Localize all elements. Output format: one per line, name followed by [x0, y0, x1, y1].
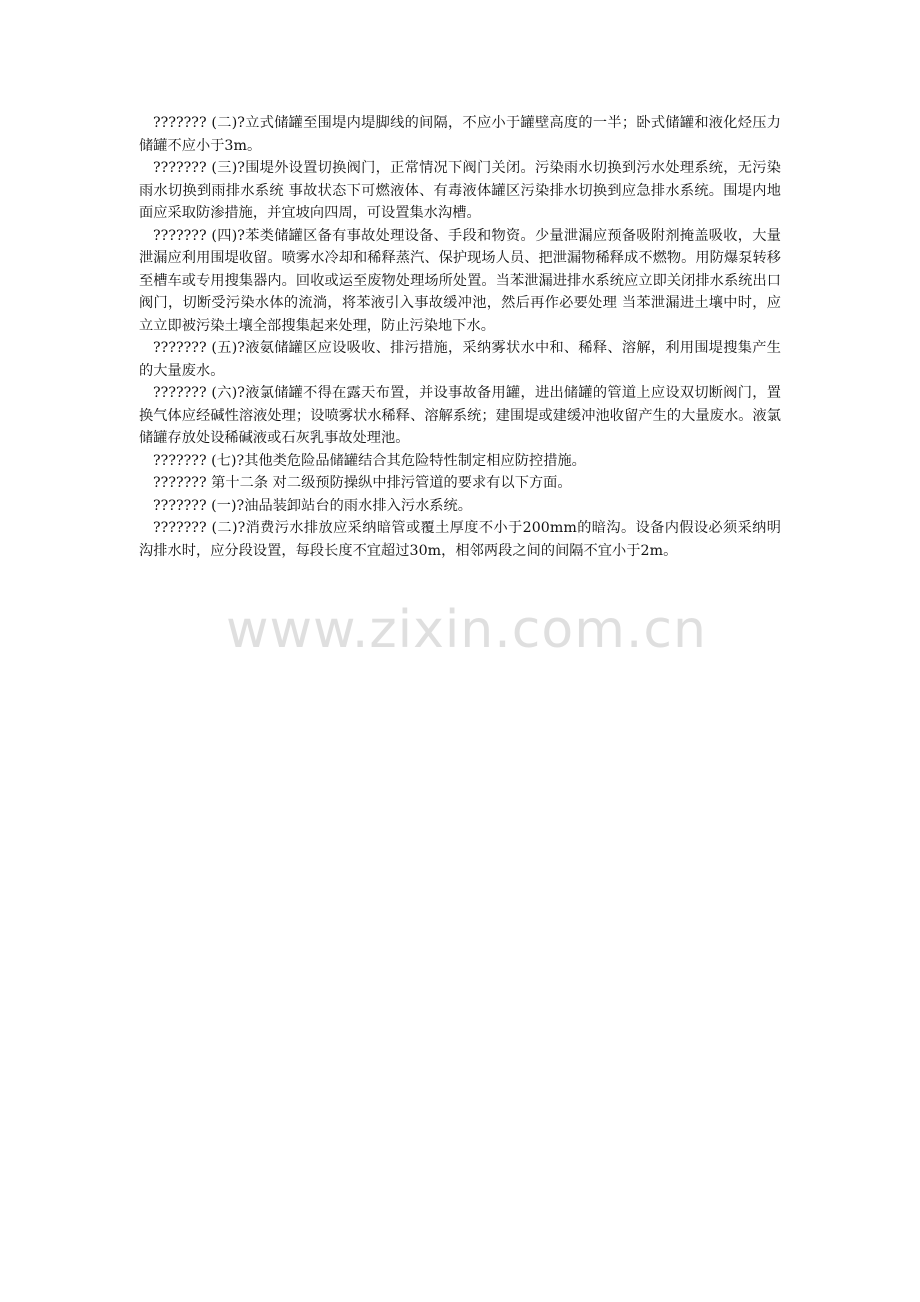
article-12-heading: ??????? 第十二条 对二级预防操纵中排污管道的要求有以下方面。: [153, 475, 572, 491]
paragraph-5: ??????? (五)?液氨储罐区应设吸收、排污措施，采纳雾状水中和、稀释、溶解，利用围堤搜集产生的大量废水。: [139, 340, 781, 379]
site-watermark: www.zixin.com.cn: [226, 600, 707, 660]
paragraph-7: ??????? (七)?其他类危险品储罐结合其危险特性制定相应防控措施。: [153, 452, 586, 469]
paragraph-6: ??????? (六)?液氯储罐不得在露天布置，并设事故备用罐，进出储罐的管道上应设双切断阀门，置换气体应经碱性溶液处理；设喷雾状水稀释、溶解系统；建围堤或建缓冲池收留产生的大量废水。液氯储罐存放处设稀碱液或石灰乳事故处理池。: [139, 385, 781, 446]
document-body: [139, 112, 781, 562]
paragraph-4: ??????? (四)?苯类储罐区备有事故处理设备、手段和物资。少量泄漏应预备吸附剂掩盖吸收，大量泄漏应利用围堤收留。喷雾水冷却和稀释蒸汽、保护现场人员、把泄漏物稀释成不燃物。用防爆泵转移至槽车或专用搜集器内。回收或运至废物处理场所处置。当苯泄漏进排水系统应立即关闭排水系统出口阀门，切断受污染水体的流淌，将苯液引入事故缓冲池，然后再作必要处理 当苯泄漏进土壤中时，应立立即被污染土壤全部搜集起来处理，防止污染地下水。: [139, 227, 781, 334]
paragraph-12-2: ??????? (二)?消费污水排放应采纳暗管或覆土厚度不小于200mm的暗沟。设备内假设必须采纳明沟排水时，应分段设置，每段长度不宜超过30m，相邻两段之间的间隔不宜小于2m。: [139, 520, 781, 559]
paragraph-12-1: ??????? (一)?油品装卸站台的雨水排入污水系统。: [153, 497, 473, 514]
paragraph-3: ??????? (三)?围堤外设置切换阀门，正常情况下阀门关闭。污染雨水切换到污水处理系统，无污染雨水切换到雨排水系统 事故状态下可燃液体、有毒液体罐区污染排水切换到应急排水系统。围堤内地面应采取防渗措施，并宜坡向四周，可设置集水沟槽。: [139, 160, 781, 221]
paragraph-2: ??????? (二)?立式储罐至围堤内堤脚线的间隔，不应小于罐壁高度的一半；卧式储罐和液化烃压力储罐不应小于3m。: [139, 115, 781, 154]
